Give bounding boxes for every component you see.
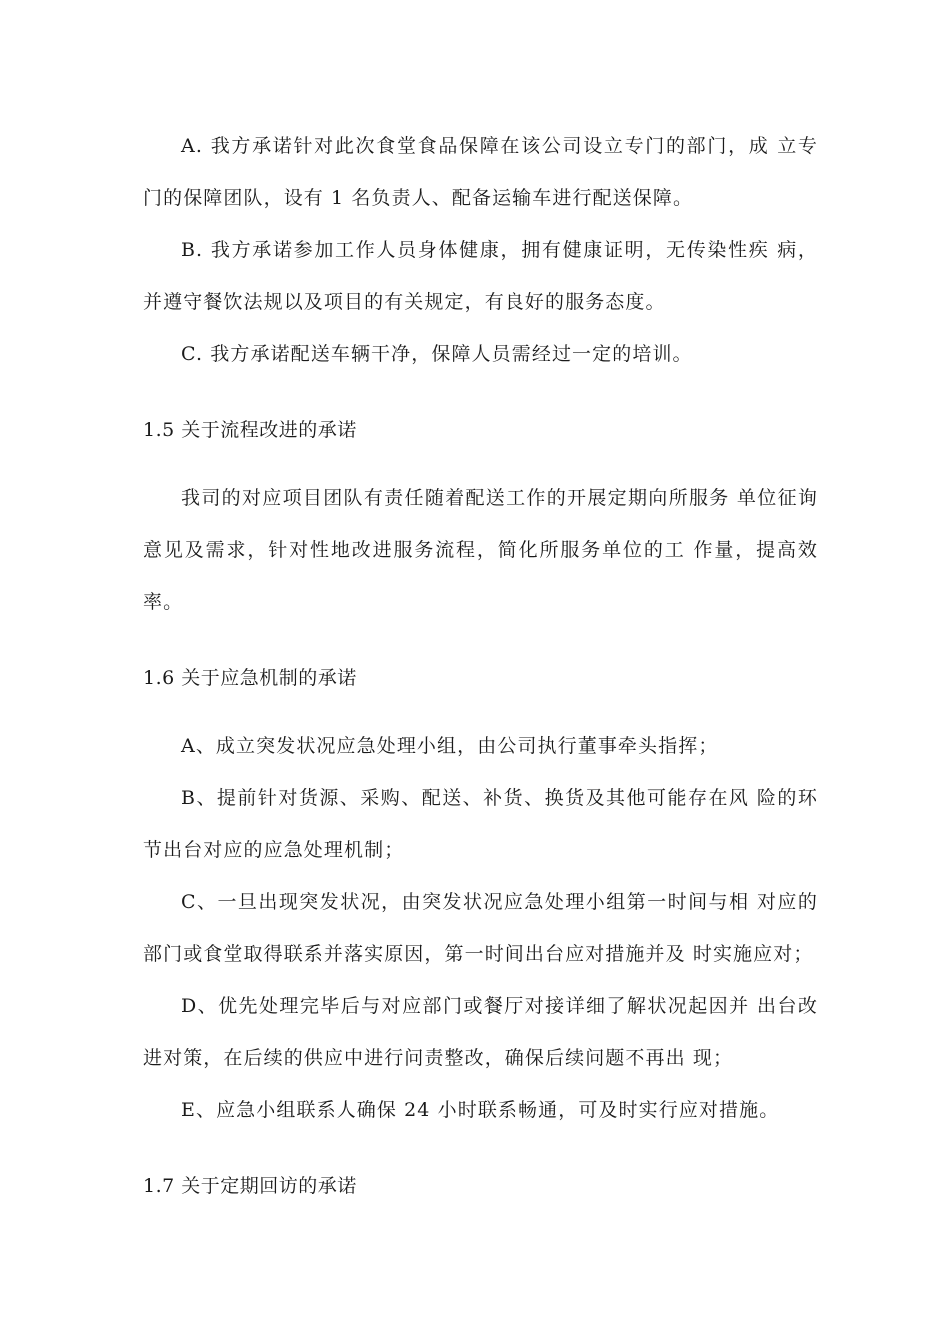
- paragraph-commitment-a: A. 我方承诺针对此次食堂食品保障在该公司设立专门的部门，成 立专门的保障团队，设有 1 名负责人、配备运输车进行配送保障。: [143, 135, 818, 209]
- paragraph-commitment-c: C. 我方承诺配送车辆干净，保障人员需经过一定的培训。: [181, 343, 693, 365]
- section-heading-1-6: 1.6 关于应急机制的承诺: [143, 667, 357, 689]
- paragraph-emergency-e: E、应急小组联系人确保 24 小时联系畅通，可及时实行应对措施。: [181, 1099, 780, 1121]
- paragraph-emergency-b: B、提前针对货源、采购、配送、补货、换货及其他可能存在风 险的环节出台对应的应急处理机制；: [143, 787, 818, 861]
- paragraph-commitment-b: B. 我方承诺参加工作人员身体健康，拥有健康证明，无传染性疾 病，并遵守餐饮法规以及项目的有关规定，有良好的服务态度。: [143, 239, 818, 313]
- paragraph-emergency-c: C、一旦出现突发状况，由突发状况应急处理小组第一时间与相 对应的部门或食堂取得联系并落实原因，第一时间出台应对措施并及 时实施应对；: [143, 891, 818, 965]
- section-heading-1-5: 1.5 关于流程改进的承诺: [143, 419, 357, 441]
- paragraph-emergency-d: D、优先处理完毕后与对应部门或餐厅对接详细了解状况起因并 出台改进对策，在后续的供应中进行问责整改，确保后续问题不再出 现；: [143, 995, 818, 1069]
- paragraph-process-improvement: 我司的对应项目团队有责任随着配送工作的开展定期向所服务 单位征询意见及需求，针对性地改进服务流程，简化所服务单位的工 作量，提高效率。: [143, 487, 818, 613]
- section-heading-1-7: 1.7 关于定期回访的承诺: [143, 1175, 357, 1197]
- paragraph-emergency-a: A、成立突发状况应急处理小组，由公司执行董事牵头指挥；: [181, 735, 719, 757]
